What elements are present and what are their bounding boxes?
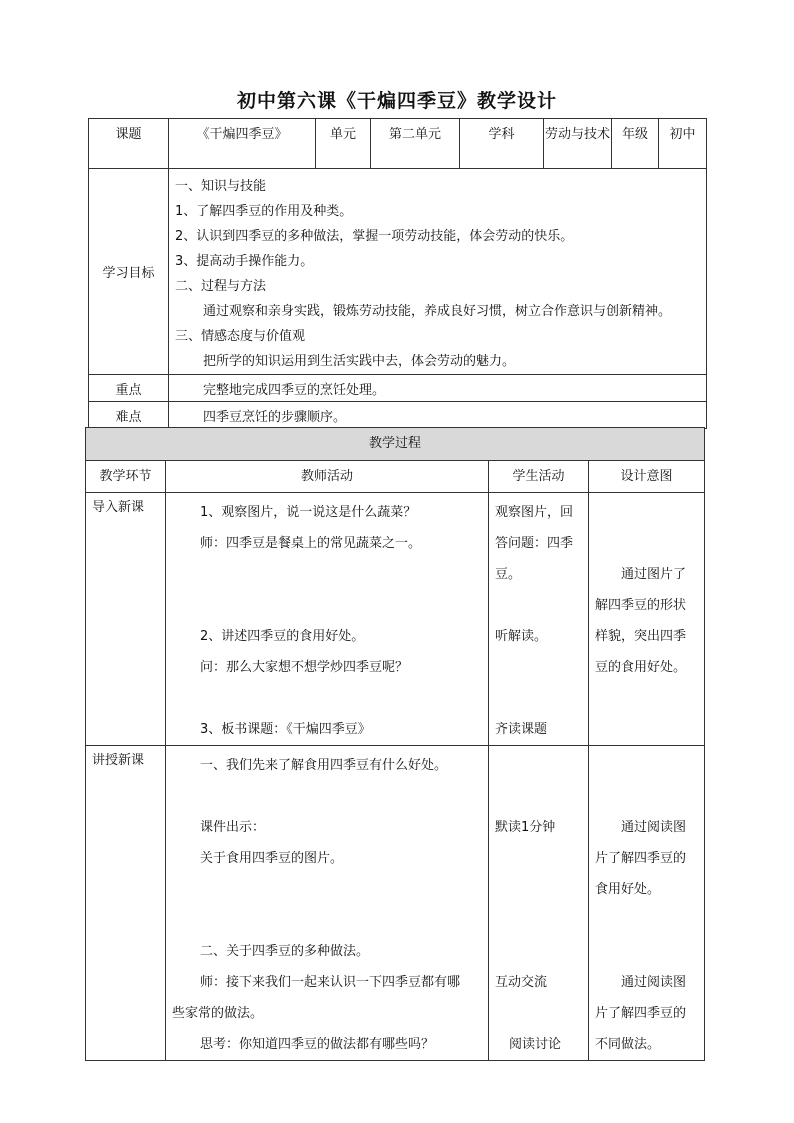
intent-line: 样貌，突出四季 <box>595 629 687 644</box>
intent-line: 片了解四季豆的 <box>595 1006 687 1021</box>
intent-line: 不同做法。 <box>595 1037 661 1052</box>
document-title: 初中第六课《干煸四季豆》教学设计 <box>236 90 557 112</box>
blank-line <box>172 590 488 621</box>
subject-label: 学科 <box>460 119 544 169</box>
unit-value: 第二单元 <box>371 119 460 169</box>
teach-design-intent <box>589 746 705 1061</box>
blank-line <box>495 683 588 714</box>
column-header-student: 学生活动 <box>489 461 589 493</box>
intent-line: 通过阅读图 <box>621 975 687 990</box>
objective-line: 把所学的知识运用到生活实践中去，体会劳动的魅力。 <box>203 354 516 369</box>
intro-student-activity <box>489 493 589 746</box>
blank-line <box>595 936 704 967</box>
intent-line: 食用好处。 <box>595 882 661 897</box>
blank-line <box>495 936 588 967</box>
column-header-teacher: 教师活动 <box>166 461 489 493</box>
student-line: 互动交流 <box>495 975 548 990</box>
objectives-row <box>89 169 707 375</box>
intent-line: 豆的食用好处。 <box>595 660 687 675</box>
objectives-content <box>169 169 707 375</box>
lesson-info-table <box>88 118 707 429</box>
blank-line <box>595 528 704 559</box>
objective-line: 三、情感态度与价值观 <box>175 329 306 344</box>
column-header-stage: 教学环节 <box>86 461 166 493</box>
blank-line <box>172 781 488 812</box>
difficulty-row <box>89 402 707 429</box>
blank-line <box>495 652 588 683</box>
process-column-headers <box>86 461 705 493</box>
unit-label: 单元 <box>316 119 371 169</box>
blank-line <box>172 559 488 590</box>
difficulty-value: 四季豆烹饪的步骤顺序。 <box>169 402 707 429</box>
teacher-line: 二、关于四季豆的多种做法。 <box>200 944 370 959</box>
blank-line <box>595 905 704 936</box>
teacher-line: 课件出示： <box>200 820 266 835</box>
teach-teacher-activity <box>166 746 489 1061</box>
objective-line: 2、认识到四季豆的多种做法，掌握一项劳动技能，体会劳动的快乐。 <box>175 229 574 244</box>
intent-line: 通过图片了 <box>621 567 687 582</box>
teacher-line: 3、板书课题：《干煸四季豆》 <box>200 722 371 737</box>
header-row <box>89 119 707 169</box>
key-point-row <box>89 375 707 402</box>
blank-line <box>495 750 588 781</box>
teacher-line: 关于食用四季豆的图片。 <box>200 851 344 866</box>
student-line: 答问题：四季 <box>495 536 574 551</box>
objective-line: 1、了解四季豆的作用及种类。 <box>175 204 353 219</box>
student-line: 阅读讨论 <box>509 1037 562 1052</box>
student-line: 豆。 <box>495 567 522 582</box>
blank-line <box>495 590 588 621</box>
intro-teacher-activity <box>166 493 489 746</box>
teacher-line: 一、我们先来了解食用四季豆有什么好处。 <box>200 758 448 773</box>
blank-line <box>595 497 704 528</box>
topic-value: 《干煸四季豆》 <box>169 119 316 169</box>
blank-line <box>172 683 488 714</box>
teacher-line: 2、讲述四季豆的食用好处。 <box>200 629 365 644</box>
blank-line <box>495 843 588 874</box>
student-line: 齐读课题 <box>495 722 548 737</box>
teacher-line: 1、观察图片，说一说这是什么蔬菜？ <box>200 505 417 520</box>
teaching-process-table <box>85 427 705 1061</box>
process-title-row <box>86 428 705 461</box>
teach-stage: 讲授新课 <box>86 746 166 1061</box>
blank-line <box>172 905 488 936</box>
subject-value: 劳动与技术 <box>544 119 612 169</box>
teach-row <box>86 746 705 1061</box>
objective-line: 一、知识与技能 <box>175 179 267 194</box>
objective-line: 二、过程与方法 <box>175 279 267 294</box>
teacher-line: 师：四季豆是餐桌上的常见蔬菜之一。 <box>200 536 422 551</box>
objectives-label: 学习目标 <box>89 169 169 375</box>
blank-line <box>495 998 588 1029</box>
objective-line: 3、提高动手操作能力。 <box>175 254 314 269</box>
intro-design-intent <box>589 493 705 746</box>
grade-value: 初中 <box>659 119 707 169</box>
intent-line: 解四季豆的形状 <box>595 598 687 613</box>
blank-line <box>595 781 704 812</box>
key-point-label: 重点 <box>89 375 169 402</box>
column-header-intent: 设计意图 <box>589 461 705 493</box>
key-point-value: 完整地完成四季豆的烹饪处理。 <box>169 375 707 402</box>
objective-line: 通过观察和亲身实践，锻炼劳动技能，养成良好习惯，树立合作意识与创新精神。 <box>203 304 672 319</box>
intro-stage: 导入新课 <box>86 493 166 746</box>
intent-line: 片了解四季豆的 <box>595 851 687 866</box>
blank-line <box>172 874 488 905</box>
blank-line <box>595 750 704 781</box>
teacher-line: 思考：你知道四季豆的做法都有哪些吗？ <box>200 1037 435 1052</box>
grade-label: 年级 <box>612 119 659 169</box>
teacher-line: 问：那么大家想不想学炒四季豆呢？ <box>200 660 409 675</box>
student-line: 观察图片，回 <box>495 505 574 520</box>
process-title: 教学过程 <box>86 428 705 461</box>
teach-student-activity <box>489 746 589 1061</box>
blank-line <box>495 905 588 936</box>
intro-row <box>86 493 705 746</box>
student-line: 默读1分钟 <box>495 820 556 835</box>
blank-line <box>495 781 588 812</box>
blank-line <box>495 874 588 905</box>
student-line: 听解读。 <box>495 629 548 644</box>
difficulty-label: 难点 <box>89 402 169 429</box>
teacher-line: 些家常的做法。 <box>172 1006 264 1021</box>
intent-line: 通过阅读图 <box>621 820 687 835</box>
teacher-line: 师：接下来我们一起来认识一下四季豆都有哪 <box>200 975 461 990</box>
topic-label: 课题 <box>89 119 169 169</box>
